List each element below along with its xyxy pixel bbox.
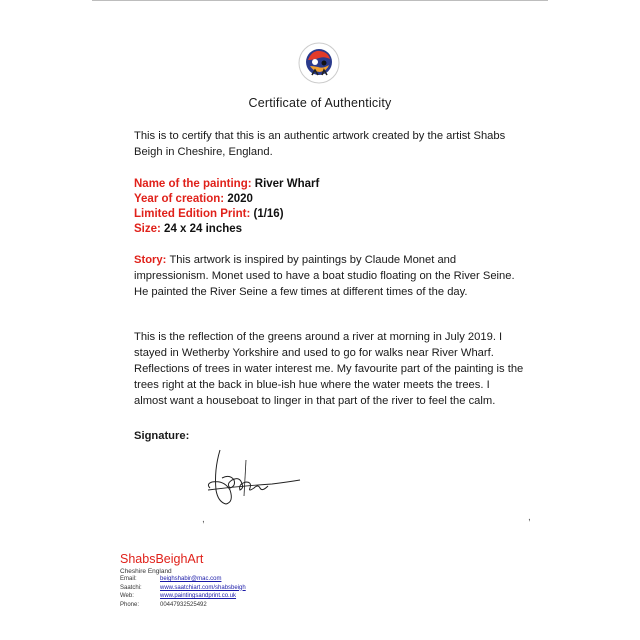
detail-row: Name of the painting: River Wharf bbox=[134, 178, 320, 190]
brand-name: ShabsBeighArt bbox=[120, 552, 204, 566]
email-link[interactable]: beighshabir@mac.com bbox=[160, 576, 222, 582]
top-rule bbox=[92, 0, 548, 1]
artwork-details bbox=[134, 177, 319, 237]
detail-row: Size: 24 x 24 inches bbox=[134, 223, 243, 235]
saatchi-link[interactable]: www.saatchiart.com/shabsbeigh bbox=[160, 584, 246, 591]
phone-number: 00447932525492 bbox=[160, 601, 207, 608]
contact-row: Email: beighshabir@mac.com bbox=[120, 576, 222, 582]
brand-location: Cheshire England bbox=[120, 568, 172, 575]
contact-row: Phone: 00447932525492 bbox=[120, 601, 207, 608]
contact-row: Saatchi: www.saatchiart.com/shabsbeigh bbox=[120, 584, 246, 591]
story-paragraph-2: This is the reflection of the greens around a river at morning in July 2019. I stayed in Wetherby Yorkshire and used to go for walks near River Wharf. Reflections of trees in water interest me. My favourite part of the painting is the trees right at the back in blue-ish hue where the water meets the trees. I almost want a houseboat to linger in that part of the river to feel the calm. bbox=[134, 331, 524, 407]
signature-mark: , bbox=[528, 512, 531, 523]
detail-row: Year of creation: 2020 bbox=[134, 193, 253, 205]
story-paragraph: Story: This artwork is inspired by paintings by Claude Monet and impressionism. Monet used to have a boat studio floating on the River Seine. He painted the River Seine a few times at different times of the day. bbox=[134, 254, 515, 298]
signature-label: Signature: bbox=[134, 430, 190, 442]
detail-row: Limited Edition Print: (1/16) bbox=[134, 208, 284, 220]
web-link[interactable]: www.paintingsandprint.co.uk bbox=[160, 593, 237, 599]
signature-mark: , bbox=[202, 514, 205, 525]
certificate-title: Certificate of Authenticity bbox=[248, 96, 392, 110]
story-text: This artwork is inspired by paintings by Claude Monet and impressionism. Monet used to have a boat studio floating on the River Seine. He painted the River Seine a few times at different times of the day. bbox=[134, 254, 515, 298]
story-label: Story bbox=[134, 254, 163, 266]
signature-image bbox=[200, 440, 310, 520]
intro-paragraph: This is to certify that this is an authentic artwork created by the artist Shabs Beigh in Cheshire, England. bbox=[134, 130, 506, 158]
footer-contact bbox=[120, 552, 246, 609]
contact-row: Web: www.paintingsandprint.co.uk bbox=[120, 593, 237, 599]
artist-logo bbox=[298, 42, 340, 84]
